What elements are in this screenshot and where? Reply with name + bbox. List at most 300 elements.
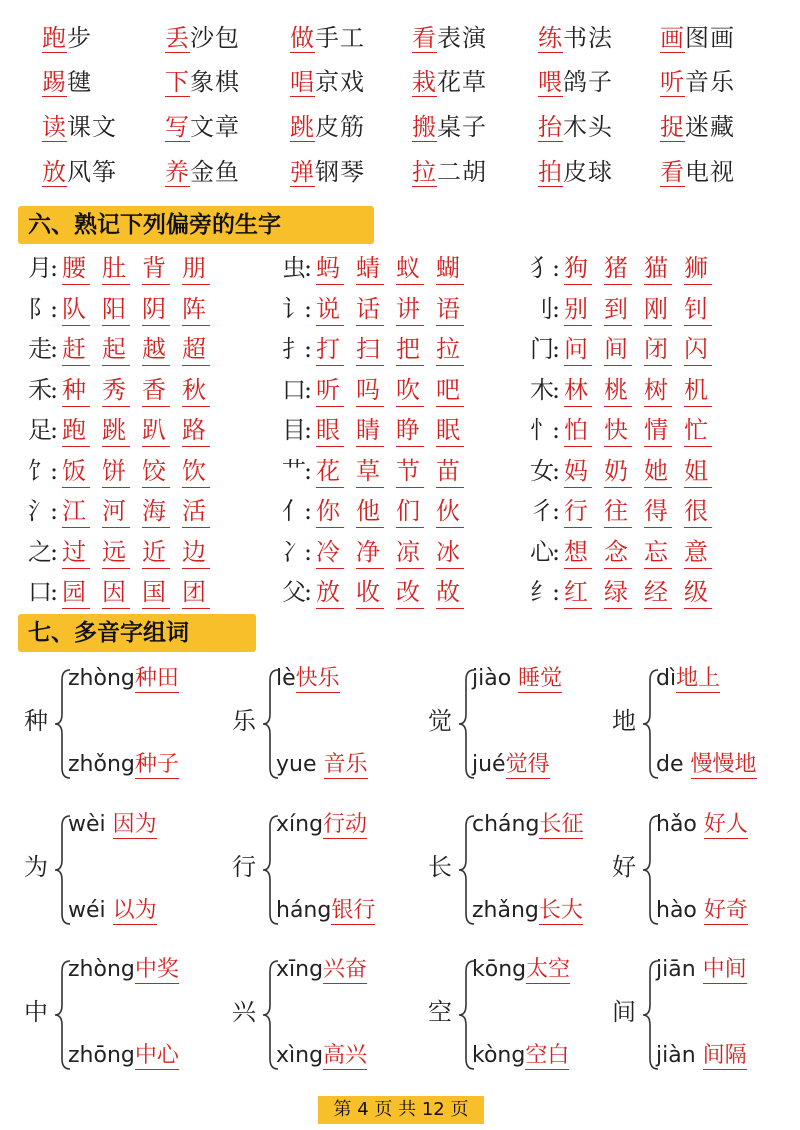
radical-group [28, 453, 222, 493]
radical-character-text: 睁 [396, 416, 424, 447]
example-word: 兴奋 [323, 957, 368, 982]
radical-character-text: 得 [644, 497, 672, 528]
reading-line [68, 1041, 179, 1071]
phrase-object: 风筝 [67, 158, 117, 186]
radical-character-text: 绿 [604, 578, 632, 609]
radical-character [684, 291, 724, 327]
phrase-item [42, 156, 117, 188]
example-word: 银行 [331, 898, 376, 923]
radical-character [644, 453, 684, 489]
radical-character [62, 372, 102, 408]
phrase-verb: 跑 [42, 24, 67, 52]
radical-group [28, 534, 222, 574]
radical-character-text: 情 [644, 416, 672, 447]
radical-character [142, 574, 182, 610]
radical-row [0, 331, 800, 371]
radical-character-text: 饮 [182, 457, 210, 488]
example-word: 间隔 [702, 1043, 747, 1068]
radical-row [0, 534, 800, 574]
radical-character [102, 574, 142, 610]
radical-group [28, 412, 222, 452]
radical-character-text: 经 [644, 578, 672, 609]
radical-character-text: 过 [62, 538, 90, 569]
radical-character [564, 453, 604, 489]
phrase-item [165, 22, 240, 54]
phrase-verb: 弹 [290, 158, 315, 186]
reading-line [276, 810, 367, 840]
radical-colon: : [304, 497, 313, 525]
phrase-verb: 跳 [290, 113, 315, 141]
pinyin: xíng [276, 812, 324, 837]
radical-character [644, 331, 684, 367]
radical-group [530, 372, 724, 412]
radical-character [102, 250, 142, 286]
example-word: 音乐 [323, 752, 368, 777]
example-word: 中奖 [134, 957, 179, 982]
radical-character-text: 树 [644, 376, 672, 407]
radical-character [356, 250, 396, 286]
radical-character [684, 250, 724, 286]
radical-character [564, 250, 604, 286]
radical-character-text: 说 [316, 295, 344, 326]
radical-character [316, 412, 356, 448]
phrase-item [538, 66, 613, 98]
radical-character [356, 534, 396, 570]
radical-character [62, 453, 102, 489]
radical-character-text: 们 [396, 497, 424, 528]
phrase-verb: 丢 [165, 24, 190, 52]
radical-colon: : [552, 537, 561, 566]
phrase-object: 手工 [315, 24, 365, 52]
radical-character [62, 534, 102, 570]
radical-row [0, 250, 800, 290]
phrase-object: 毽 [67, 68, 92, 96]
radical-colon: : [552, 294, 561, 323]
radical-character-text: 园 [62, 578, 90, 609]
radical-character [102, 493, 142, 529]
radical-character-text: 趴 [142, 416, 170, 447]
radical-character [102, 412, 142, 448]
phrase-item [538, 111, 613, 143]
radical-character-text: 级 [684, 578, 712, 609]
radical-character [604, 331, 644, 367]
radical-character [644, 574, 684, 610]
radical-character [182, 453, 222, 489]
example-word: 中间 [702, 957, 747, 982]
section-7-title: 七、多音字组词 [18, 614, 256, 652]
radical-colon: : [50, 497, 59, 525]
phrase-item [660, 66, 735, 98]
polyphonic-character: 兴 [232, 998, 256, 1026]
radical-row [0, 372, 800, 412]
radical-character-text: 别 [564, 295, 592, 326]
radical-character-text: 机 [684, 376, 712, 407]
radical-label: 口 [28, 578, 52, 606]
radical-character-text: 语 [436, 295, 464, 326]
radical-character-text: 国 [142, 578, 170, 609]
pinyin: háng [276, 898, 332, 923]
polyphonic-character: 空 [428, 998, 452, 1026]
reading-line [472, 750, 550, 780]
radical-row [0, 291, 800, 331]
phrase-verb: 画 [660, 24, 685, 52]
radical-character-text: 猫 [644, 254, 672, 285]
radical-group [28, 574, 222, 614]
phrase-verb: 抬 [538, 113, 563, 141]
radical-character-text: 净 [356, 538, 384, 569]
radical-character [604, 534, 644, 570]
radical-colon: : [552, 578, 561, 606]
radical-character-text: 姐 [684, 457, 712, 488]
polyphonic-character: 地 [612, 707, 636, 735]
phrase-object: 表演 [437, 24, 487, 52]
reading-line [276, 955, 367, 985]
radical-group [28, 372, 222, 412]
radical-character-text: 花 [316, 457, 344, 488]
radical-character [316, 250, 356, 286]
pinyin: dì [656, 666, 677, 691]
pinyin: jiào [472, 666, 519, 691]
radical-character-text: 队 [62, 295, 90, 326]
phrase-row [0, 156, 800, 200]
phrase-verb: 搬 [412, 113, 437, 141]
radical-character-text: 奶 [604, 457, 632, 488]
radical-character-text: 快 [604, 416, 632, 447]
radical-group [530, 574, 724, 614]
radical-character [62, 291, 102, 327]
radical-character-text: 苗 [436, 457, 464, 488]
radical-character [684, 331, 724, 367]
phrase-object: 二胡 [437, 158, 487, 186]
radical-character-text: 妈 [564, 457, 592, 488]
radical-label: 刂 [530, 294, 554, 323]
phrase-verb: 做 [290, 24, 315, 52]
reading-line [656, 955, 747, 985]
phrase-row [0, 66, 800, 110]
phrase-object: 花草 [437, 68, 487, 96]
radical-character [604, 493, 644, 529]
radical-character [396, 534, 436, 570]
radical-character [182, 250, 222, 286]
reading-line [68, 810, 157, 840]
radical-character-text: 阵 [182, 295, 210, 326]
radical-character-text: 怕 [564, 416, 592, 447]
radical-character [182, 372, 222, 408]
radical-group [282, 372, 476, 412]
radical-character-text: 他 [356, 497, 384, 528]
example-word: 太空 [526, 957, 571, 982]
phrase-verb: 拉 [412, 158, 437, 186]
phrase-item [660, 156, 735, 188]
radical-character-text: 睛 [356, 416, 384, 447]
radical-character-text: 话 [356, 295, 384, 326]
polyphonic-character: 长 [428, 853, 452, 881]
example-word: 慢慢地 [690, 752, 757, 777]
phrase-object: 文章 [190, 113, 240, 141]
radical-character-text: 冰 [436, 538, 464, 569]
radical-character-text: 吧 [436, 376, 464, 407]
radical-group [530, 291, 724, 331]
radical-character-text: 阳 [102, 295, 130, 326]
radical-character [644, 250, 684, 286]
radical-character [356, 372, 396, 408]
radical-character-text: 超 [182, 335, 210, 366]
phrase-object: 皮筋 [315, 113, 365, 141]
radical-character-text: 赶 [62, 335, 90, 366]
radical-character-text: 改 [396, 578, 424, 609]
radical-character-text: 打 [316, 335, 344, 366]
radical-character-text: 把 [396, 335, 424, 366]
radical-group [282, 574, 476, 614]
radical-character-text: 间 [604, 335, 632, 366]
phrase-verb: 唱 [290, 68, 315, 96]
radical-row [0, 574, 800, 614]
radical-character-text: 收 [356, 578, 384, 609]
radical-character-text: 很 [684, 497, 712, 528]
radical-label: 父 [282, 578, 306, 606]
radical-character-text: 意 [684, 538, 712, 569]
radical-character-text: 讲 [396, 295, 424, 326]
example-word: 觉得 [505, 752, 550, 777]
radical-character [356, 331, 396, 367]
pinyin: jiàn [656, 1043, 703, 1068]
phrase-item [290, 66, 365, 98]
radical-character-text: 故 [436, 578, 464, 609]
polyphonic-character: 种 [24, 707, 48, 735]
radical-character [644, 412, 684, 448]
radical-character [142, 291, 182, 327]
radical-group [282, 331, 476, 371]
polyphonic-item [612, 810, 800, 930]
radical-colon: : [304, 335, 313, 363]
polyphonic-item [612, 664, 800, 784]
radical-group [282, 534, 476, 574]
radical-colon: : [304, 294, 313, 323]
radical-character [604, 291, 644, 327]
radical-character [182, 331, 222, 367]
pinyin: xīng [276, 957, 324, 982]
reading-line [656, 1041, 747, 1071]
phrase-item [165, 156, 240, 188]
pinyin: wèi [68, 812, 113, 837]
radical-group [530, 453, 724, 493]
example-word: 好奇 [703, 898, 748, 923]
radical-character [564, 574, 604, 610]
radical-character-text: 秀 [102, 376, 130, 407]
radical-character-text: 眼 [316, 416, 344, 447]
radical-character-text: 她 [644, 457, 672, 488]
example-word: 地上 [676, 666, 721, 691]
radical-character [644, 372, 684, 408]
reading-line [656, 664, 720, 694]
radical-character [356, 453, 396, 489]
radical-character [102, 372, 142, 408]
radical-label: 木 [530, 375, 554, 404]
radical-character [564, 331, 604, 367]
phrase-verb: 放 [42, 158, 67, 186]
radical-group [282, 493, 476, 533]
radical-character-text: 背 [142, 254, 170, 285]
radical-colon: : [50, 578, 59, 606]
radical-character-text: 活 [182, 497, 210, 528]
phrase-object: 沙包 [190, 24, 240, 52]
polyphonic-item [428, 810, 618, 930]
radical-character [436, 453, 476, 489]
radical-character [62, 493, 102, 529]
radical-group [530, 412, 724, 452]
radical-group [28, 250, 222, 290]
radical-character [316, 291, 356, 327]
radical-character-text: 忙 [684, 416, 712, 447]
reading-line [472, 664, 562, 694]
radical-colon: : [50, 294, 59, 323]
radical-character-text: 往 [604, 497, 632, 528]
radical-character-text: 近 [142, 538, 170, 569]
radical-character [62, 250, 102, 286]
reading-line [276, 750, 368, 780]
pinyin: hǎo [656, 812, 704, 837]
phrase-item [165, 111, 240, 143]
radical-character [604, 574, 644, 610]
radical-character [436, 574, 476, 610]
radical-label: 扌 [282, 335, 306, 363]
radical-character [436, 534, 476, 570]
pinyin: jiān [656, 957, 703, 982]
radical-label: 目 [282, 416, 306, 444]
radical-character-text: 种 [62, 376, 90, 407]
radical-colon: : [50, 537, 59, 566]
radical-character-text: 放 [316, 578, 344, 609]
radical-character-text: 河 [102, 497, 130, 528]
radical-character [142, 331, 182, 367]
example-word: 空白 [525, 1043, 570, 1068]
pinyin: jué [472, 752, 506, 777]
radical-character [684, 534, 724, 570]
radical-character [182, 493, 222, 529]
radical-character-text: 行 [564, 497, 592, 528]
radical-character-text: 刚 [644, 295, 672, 326]
radical-character [396, 574, 436, 610]
radical-character [604, 250, 644, 286]
radical-character-text: 蚂 [316, 254, 344, 285]
phrase-object: 课文 [67, 113, 117, 141]
reading-line [68, 955, 179, 985]
polyphonic-character: 行 [232, 853, 256, 881]
radical-character-text: 饭 [62, 457, 90, 488]
phrase-item [290, 22, 365, 54]
radical-colon: : [50, 254, 59, 282]
radical-character [396, 250, 436, 286]
radical-character-text: 蚁 [396, 254, 424, 285]
phrase-item [412, 22, 487, 54]
radical-colon: : [304, 375, 313, 404]
radical-character-text: 凉 [396, 538, 424, 569]
reading-line [472, 955, 570, 985]
radical-colon: : [552, 456, 561, 485]
radical-character [396, 331, 436, 367]
radical-label: 禾 [28, 375, 52, 404]
polyphonic-character: 乐 [232, 707, 256, 735]
example-word: 睡觉 [518, 666, 563, 691]
pinyin: cháng [472, 812, 540, 837]
radical-character [436, 493, 476, 529]
radical-character-text: 闪 [684, 335, 712, 366]
phrase-object: 图画 [685, 24, 735, 52]
reading-line [472, 896, 583, 926]
radical-character-text: 草 [356, 457, 384, 488]
radical-character-text: 红 [564, 578, 592, 609]
radical-group [282, 291, 476, 331]
radical-character-text: 问 [564, 335, 592, 366]
polyphonic-item [232, 810, 422, 930]
radical-label: 月 [28, 254, 52, 282]
radical-character [436, 412, 476, 448]
radical-character [142, 453, 182, 489]
phrase-item [42, 22, 92, 54]
radical-colon: : [50, 375, 59, 404]
example-word: 长大 [538, 898, 583, 923]
radical-character-text: 蝴 [436, 254, 464, 285]
phrase-object: 电视 [685, 158, 735, 186]
phrase-verb: 看 [660, 158, 685, 186]
radical-character [62, 412, 102, 448]
radical-group [530, 250, 724, 290]
phrase-object: 金鱼 [190, 158, 240, 186]
phrase-item [290, 156, 365, 188]
radical-character [604, 372, 644, 408]
pinyin: zhǒng [68, 752, 135, 777]
radical-label: 口 [282, 375, 306, 404]
radical-group [28, 291, 222, 331]
reading-line [472, 810, 583, 840]
polyphonic-character: 好 [612, 853, 636, 881]
radical-character-text: 猪 [604, 254, 632, 285]
radical-character-text: 饼 [102, 457, 130, 488]
radical-character [316, 453, 356, 489]
radical-label: 冫 [282, 537, 306, 566]
radical-character-text: 钊 [684, 295, 712, 326]
radical-character [142, 372, 182, 408]
radical-character-text: 闭 [644, 335, 672, 366]
phrase-item [538, 22, 613, 54]
example-word: 行动 [323, 812, 368, 837]
radical-colon: : [552, 254, 561, 282]
radical-colon: : [304, 456, 313, 485]
radical-label: 足 [28, 416, 52, 444]
radical-character [142, 534, 182, 570]
phrase-row [0, 22, 800, 66]
radical-character-text: 边 [182, 538, 210, 569]
polyphonic-item [428, 664, 618, 784]
pinyin: wéi [68, 898, 113, 923]
pinyin: hào [656, 898, 704, 923]
radical-character-text: 狮 [684, 254, 712, 285]
example-word: 种子 [134, 752, 179, 777]
radical-colon: : [552, 335, 561, 363]
polyphonic-item [24, 664, 214, 784]
radical-colon: : [304, 254, 313, 282]
radical-label: 犭 [530, 254, 554, 282]
radical-character-text: 江 [62, 497, 90, 528]
radical-character-text: 伙 [436, 497, 464, 528]
pinyin: zhōng [68, 1043, 135, 1068]
phrase-object: 迷藏 [685, 113, 735, 141]
radical-character-text: 冷 [316, 538, 344, 569]
phrase-object: 桌子 [437, 113, 487, 141]
pinyin: lè [276, 666, 296, 691]
example-word: 好人 [703, 812, 748, 837]
polyphonic-item [612, 955, 800, 1075]
